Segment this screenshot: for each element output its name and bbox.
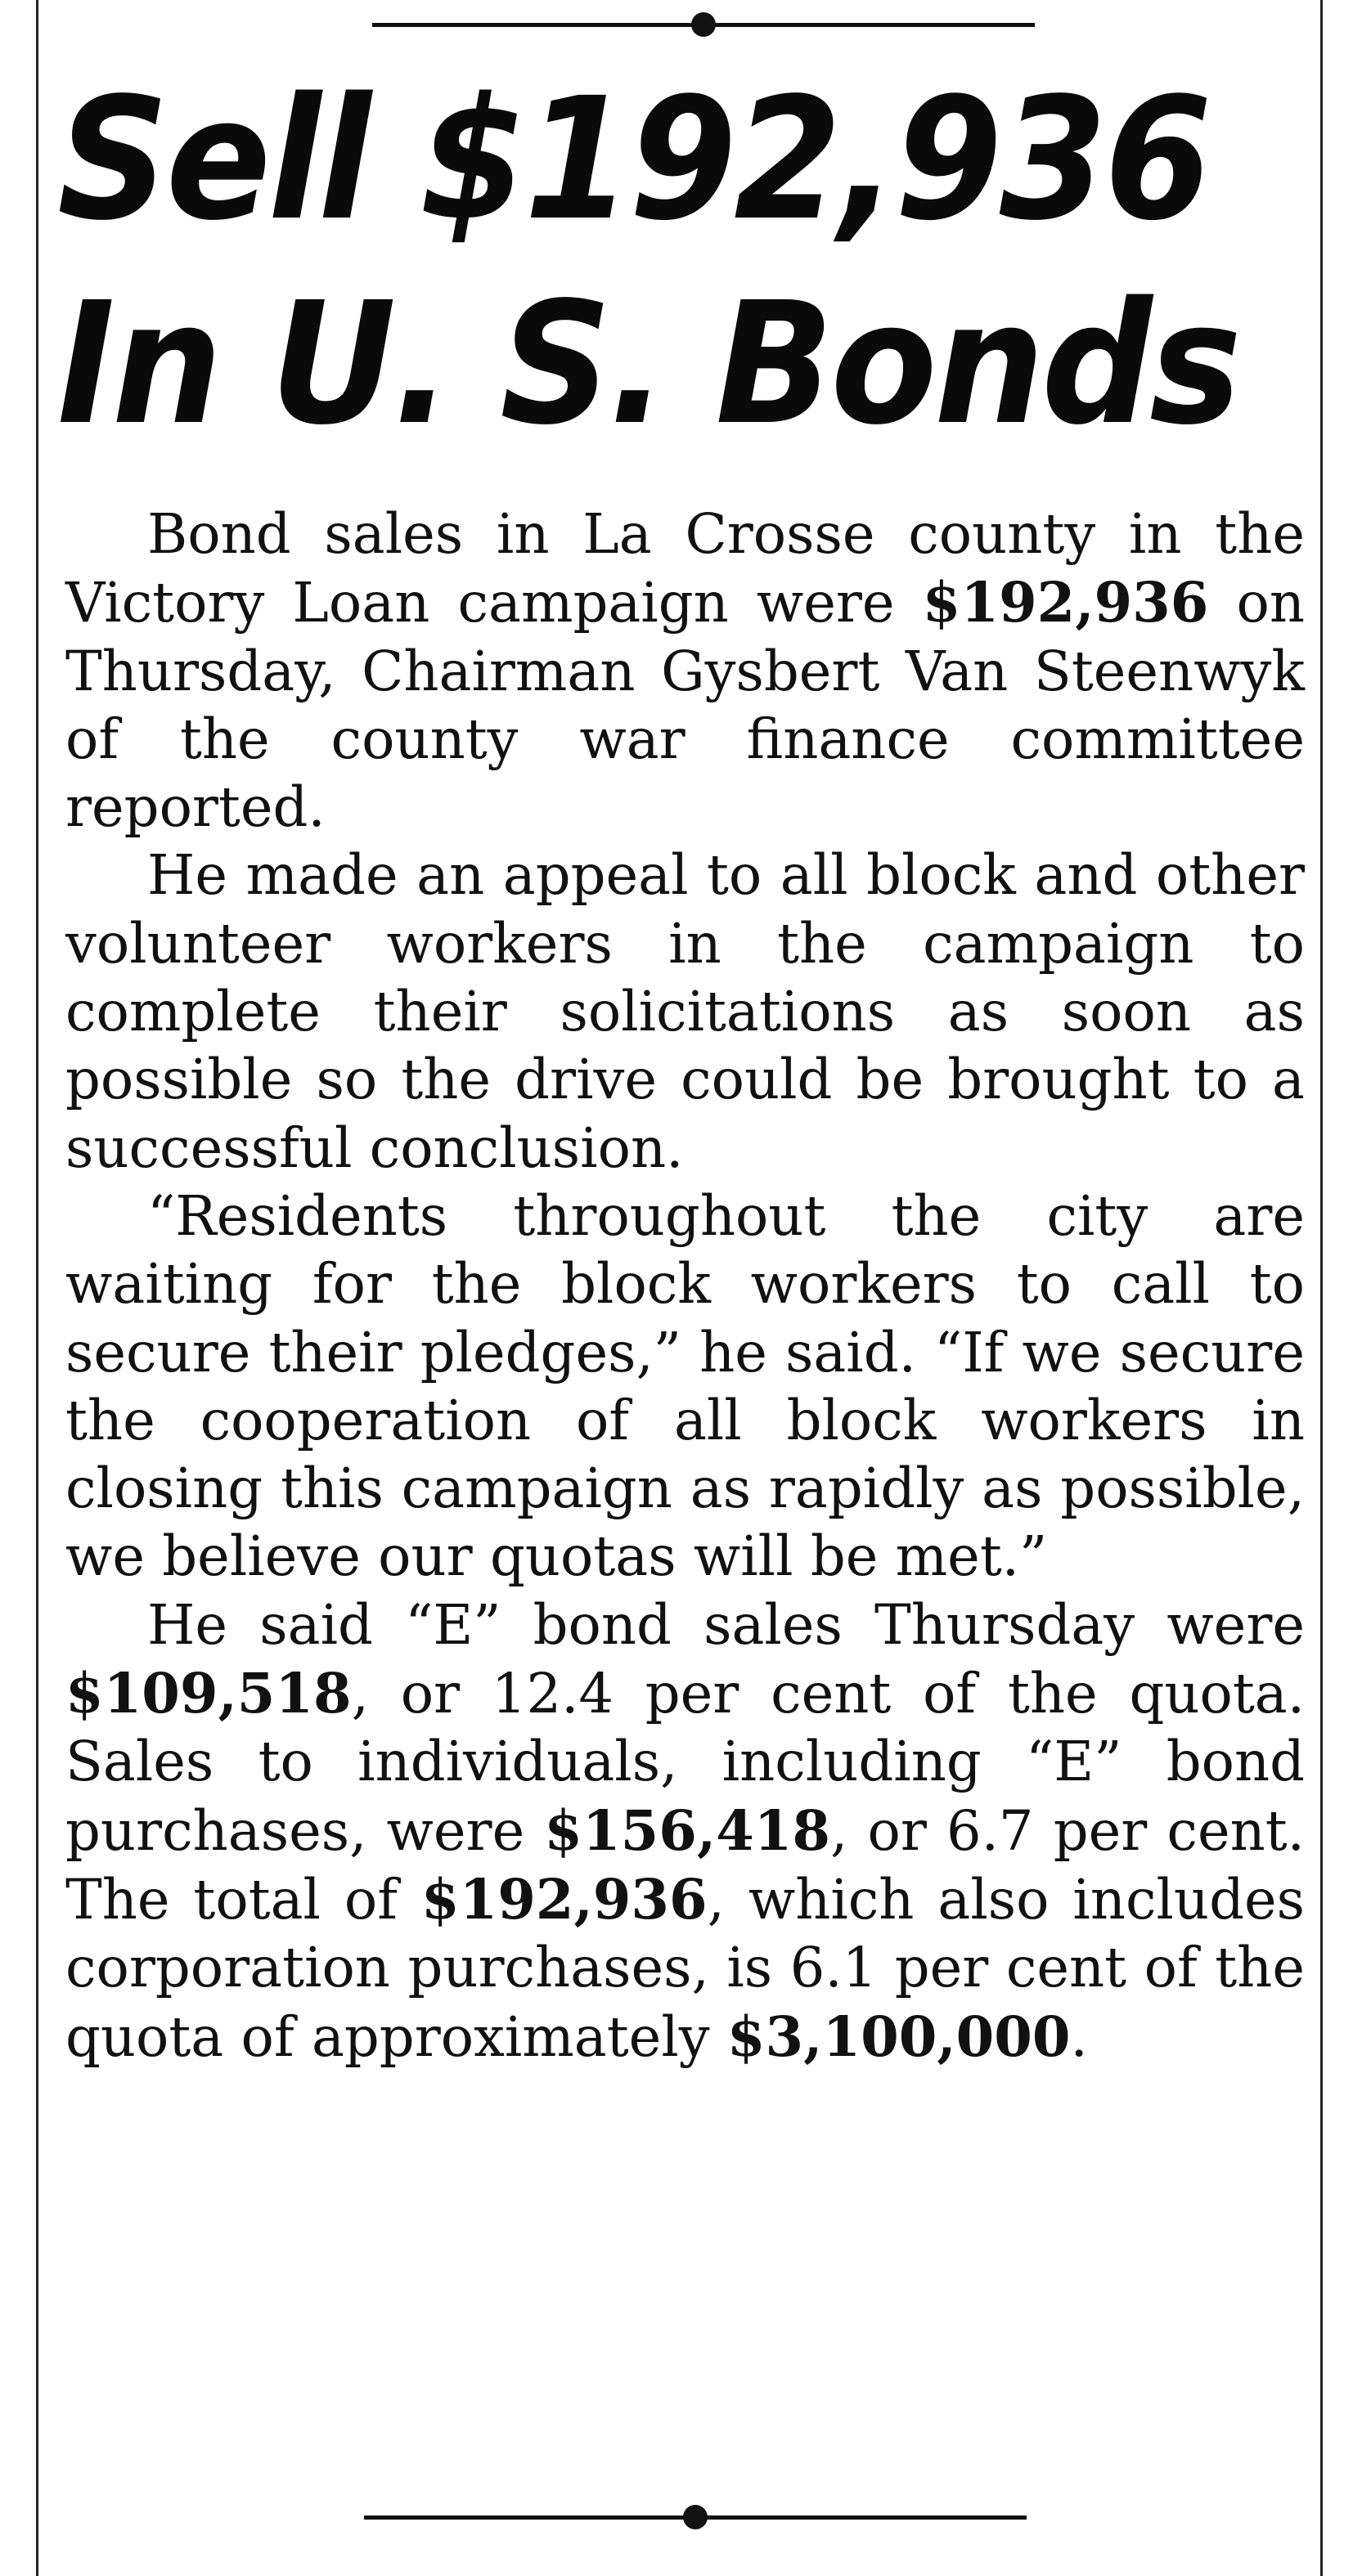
text-run: “Residents throughout the city are waiting for the block workers to call to secure their pledges,” he said. “If we secure the cooperation of all block workers in closing this campaign as rapidly as possible, we believe our quotas will be met.”	[65, 1183, 1305, 1589]
text-run: He made an appeal to all block and other volunteer workers in the campaign to complete their solicitations as soon as possible so the drive could be brought to a successful conclusion.	[65, 843, 1305, 1180]
bold-figure: $109,518	[65, 1661, 352, 1726]
bold-figure: $3,100,000	[726, 2004, 1071, 2069]
paragraph	[65, 1591, 1305, 2071]
article-body	[65, 500, 1305, 2071]
text-run: , or 12.4 per cent of the quota. Sales to individuals, including “E” bond purchases, were	[65, 1662, 1305, 1863]
paragraph	[65, 841, 1305, 1182]
top-ornament-rule	[372, 8, 1035, 41]
ornament-dot	[691, 12, 716, 37]
headline-line-2: In U. S. Bonds	[57, 266, 1239, 462]
column-rule-right	[1320, 0, 1323, 2576]
bottom-ornament-rule	[364, 2501, 1027, 2533]
bold-figure: $156,418	[544, 1797, 831, 1863]
text-run: , or 6.7 per cent. The total of	[65, 1798, 1305, 1932]
paragraph	[65, 500, 1305, 841]
headline-line-1: Sell $192,936	[57, 61, 1210, 258]
column-rule-left	[36, 0, 38, 2576]
text-run: .	[1070, 2004, 1088, 2069]
headline	[57, 57, 1239, 466]
text-run: on Thursday, Chairman Gysbert Van Steenwyk of the county war finance committee reported.	[65, 571, 1305, 840]
ornament-dot	[683, 2505, 708, 2529]
text-run: He said “E” bond sales Thursday were	[147, 1592, 1305, 1657]
text-run: , which also includes corporation purchases, is 6.1 per cent of the quota of approximately	[65, 1867, 1305, 2069]
paragraph	[65, 1183, 1305, 1591]
text-run: Bond sales in La Crosse county in the Victory Loan campaign were	[65, 502, 1305, 635]
bold-figure: $192,936	[922, 570, 1209, 635]
bold-figure: $192,936	[420, 1866, 708, 1932]
